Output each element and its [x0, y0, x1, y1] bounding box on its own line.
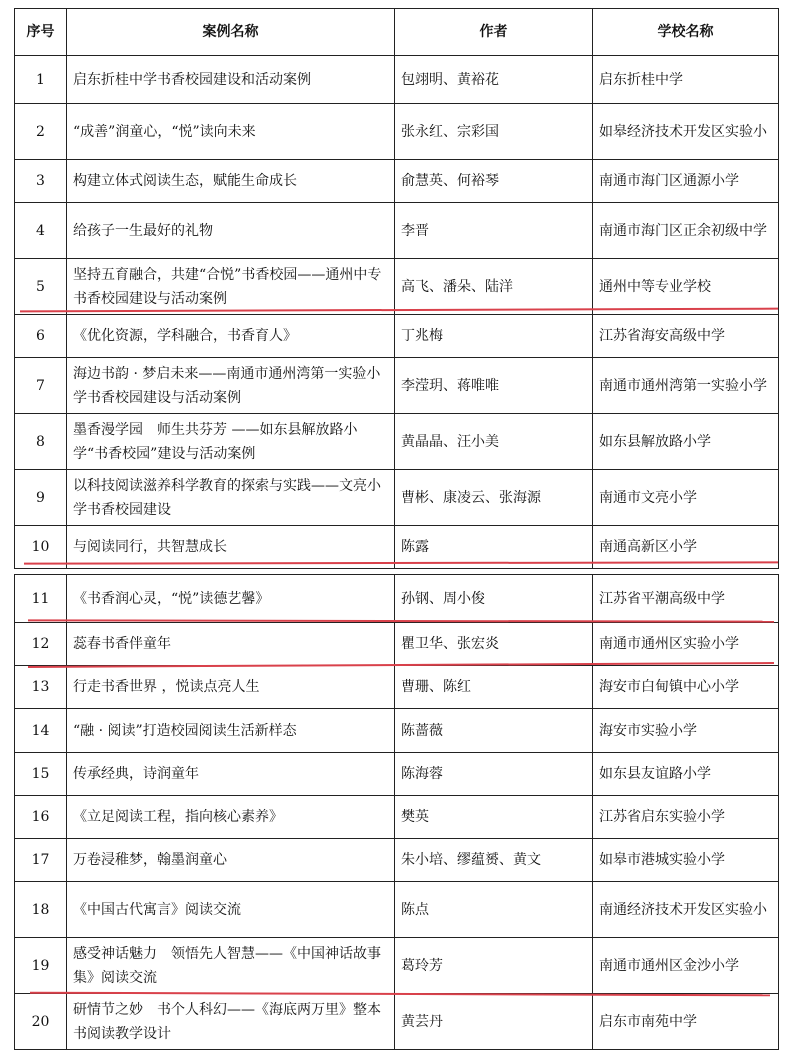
- row-case-name: 《中国古代寓言》阅读交流: [67, 882, 395, 938]
- row-school: 启东折桂中学: [593, 56, 779, 104]
- row-case-name: 传承经典，诗润童年: [67, 753, 395, 796]
- table-row: [15, 623, 779, 666]
- table-row: [15, 104, 779, 160]
- row-case-name: 构建立体式阅读生态，赋能生命成长: [67, 160, 395, 203]
- row-no: 2: [15, 104, 67, 160]
- row-author: 陈点: [395, 882, 593, 938]
- row-no: 18: [15, 882, 67, 938]
- row-school: 江苏省启东实验小学: [593, 796, 779, 839]
- row-case-name: 蕊春书香伴童年: [67, 623, 395, 666]
- row-case-name: 《立足阅读工程，指向核心素养》: [67, 796, 395, 839]
- row-case-name: 研情节之妙 书个人科幻——《海底两万里》整本书阅读教学设计: [67, 994, 395, 1050]
- row-no: 5: [15, 259, 67, 315]
- row-school: 南通市通州区金沙小学: [593, 938, 779, 994]
- row-case-name: 与阅读同行，共智慧成长: [67, 526, 395, 569]
- table-row: [15, 315, 779, 358]
- row-no: 8: [15, 414, 67, 470]
- row-case-name: 行走书香世界 ，悦读点亮人生: [67, 666, 395, 709]
- row-case-name: 感受神话魅力 领悟先人智慧——《中国神话故事集》阅读交流: [67, 938, 395, 994]
- row-author: 高飞、潘朵、陆洋: [395, 259, 593, 315]
- row-no: 19: [15, 938, 67, 994]
- row-author: 张永红、宗彩国: [395, 104, 593, 160]
- table-row: [15, 709, 779, 753]
- row-no: 12: [15, 623, 67, 666]
- row-school: 启东市南苑中学: [593, 994, 779, 1050]
- table-row: [15, 938, 779, 994]
- table-row: [15, 259, 779, 315]
- row-no: 3: [15, 160, 67, 203]
- row-author: 丁兆梅: [395, 315, 593, 358]
- row-no: 17: [15, 839, 67, 882]
- row-school: 通州中等专业学校: [593, 259, 779, 315]
- row-no: 14: [15, 709, 67, 753]
- row-no: 9: [15, 470, 67, 526]
- row-author: 陈露: [395, 526, 593, 569]
- row-no: 13: [15, 666, 67, 709]
- row-author: 黄晶晶、汪小美: [395, 414, 593, 470]
- row-author: 黄芸丹: [395, 994, 593, 1050]
- row-school: 南通市海门区通源小学: [593, 160, 779, 203]
- row-no: 6: [15, 315, 67, 358]
- row-school: 南通市通州区实验小学: [593, 623, 779, 666]
- table-row: [15, 358, 779, 414]
- row-school: 南通高新区小学: [593, 526, 779, 569]
- case-table-part-2: [14, 574, 779, 1050]
- table-row: [15, 753, 779, 796]
- table-row: [15, 203, 779, 259]
- row-case-name: 墨香漫学园 师生共芬芳 ——如东县解放路小学“书香校园”建设与活动案例: [67, 414, 395, 470]
- table-header-row: [15, 9, 779, 56]
- header-author: 作者: [395, 9, 593, 56]
- case-table-part-1: [14, 8, 779, 569]
- table-row: [15, 882, 779, 938]
- table-row: [15, 994, 779, 1050]
- row-school: 江苏省平潮高级中学: [593, 575, 779, 623]
- row-school: 如皋市港城实验小学: [593, 839, 779, 882]
- row-case-name: “融 · 阅读”打造校园阅读生活新样态: [67, 709, 395, 753]
- row-case-name: 《优化资源，学科融合，书香育人》: [67, 315, 395, 358]
- header-school: 学校名称: [593, 9, 779, 56]
- table-row: [15, 575, 779, 623]
- row-author: 李滢玥、蒋唯唯: [395, 358, 593, 414]
- row-case-name: 以科技阅读滋养科学教育的探索与实践——文亮小学书香校园建设: [67, 470, 395, 526]
- row-author: 陈海蓉: [395, 753, 593, 796]
- row-author: 葛玲芳: [395, 938, 593, 994]
- row-author: 孙钢、周小俊: [395, 575, 593, 623]
- row-author: 瞿卫华、张宏炎: [395, 623, 593, 666]
- row-author: 曹珊、陈红: [395, 666, 593, 709]
- row-no: 1: [15, 56, 67, 104]
- row-case-name: 给孩子一生最好的礼物: [67, 203, 395, 259]
- header-no: 序号: [15, 9, 67, 56]
- row-school: 南通经济技术开发区实验小: [593, 882, 779, 938]
- row-no: 4: [15, 203, 67, 259]
- row-school: 海安市白甸镇中心小学: [593, 666, 779, 709]
- row-no: 16: [15, 796, 67, 839]
- row-school: 如皋经济技术开发区实验小: [593, 104, 779, 160]
- row-school: 海安市实验小学: [593, 709, 779, 753]
- row-no: 10: [15, 526, 67, 569]
- row-author: 俞慧英、何裕琴: [395, 160, 593, 203]
- row-case-name: “成善”润童心，“悦”读向未来: [67, 104, 395, 160]
- row-school: 南通市文亮小学: [593, 470, 779, 526]
- row-author: 陈蔷薇: [395, 709, 593, 753]
- row-school: 江苏省海安高级中学: [593, 315, 779, 358]
- row-author: 朱小培、缪蕴赟、黄文: [395, 839, 593, 882]
- row-author: 曹彬、康凌云、张海源: [395, 470, 593, 526]
- row-case-name: 万卷浸稚梦，翰墨润童心: [67, 839, 395, 882]
- row-no: 11: [15, 575, 67, 623]
- table-row: [15, 666, 779, 709]
- table-row: [15, 160, 779, 203]
- row-case-name: 《书香润心灵，“悦”读德艺馨》: [67, 575, 395, 623]
- row-school: 如东县友谊路小学: [593, 753, 779, 796]
- row-case-name: 启东折桂中学书香校园建设和活动案例: [67, 56, 395, 104]
- table-row: [15, 839, 779, 882]
- row-author: 樊英: [395, 796, 593, 839]
- row-author: 包翊明、黄裕花: [395, 56, 593, 104]
- table-row: [15, 414, 779, 470]
- row-school: 南通市海门区正余初级中学: [593, 203, 779, 259]
- row-no: 15: [15, 753, 67, 796]
- row-case-name: 海边书韵 · 梦启未来——南通市通州湾第一实验小学书香校园建设与活动案例: [67, 358, 395, 414]
- row-school: 如东县解放路小学: [593, 414, 779, 470]
- row-case-name: 坚持五育融合，共建“合悦”书香校园——通州中专书香校园建设与活动案例: [67, 259, 395, 315]
- table-row: [15, 470, 779, 526]
- table-row: [15, 796, 779, 839]
- row-school: 南通市通州湾第一实验小学: [593, 358, 779, 414]
- row-author: 李晋: [395, 203, 593, 259]
- header-case-name: 案例名称: [67, 9, 395, 56]
- row-no: 20: [15, 994, 67, 1050]
- table-row: [15, 56, 779, 104]
- row-no: 7: [15, 358, 67, 414]
